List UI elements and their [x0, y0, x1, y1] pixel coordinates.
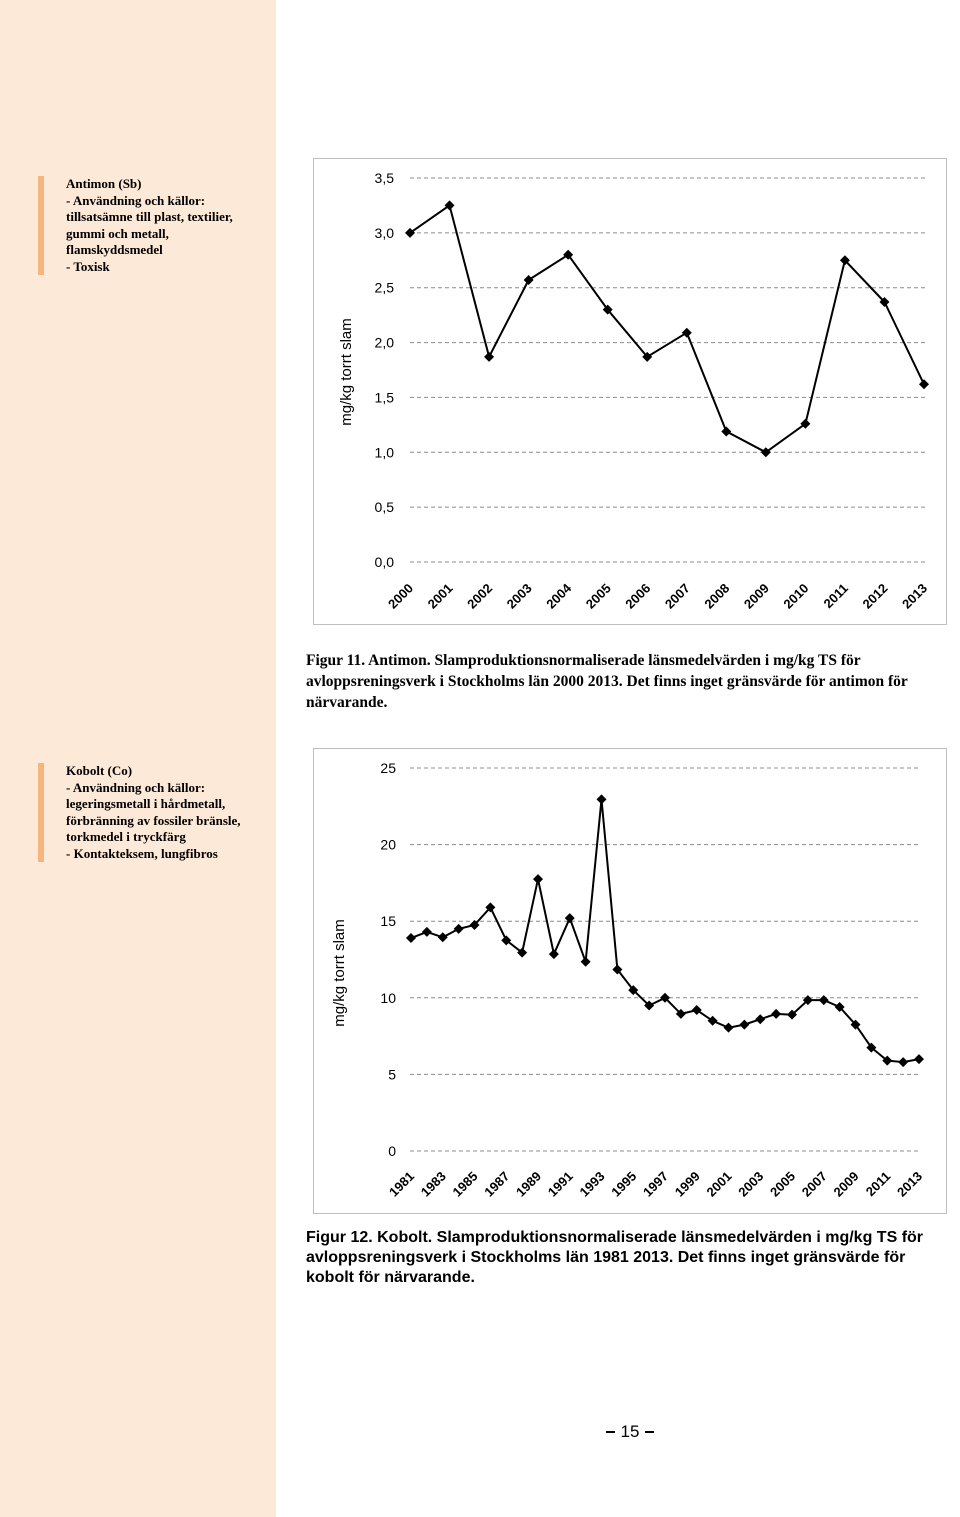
x-tick-label: 1999 [671, 1168, 703, 1200]
factbox-line: - Användning och källor: [66, 779, 206, 795]
y-tick-label: 1,0 [374, 444, 394, 461]
data-point-marker [898, 1057, 908, 1067]
y-tick-label: 3,5 [374, 170, 394, 186]
x-tick-label: 2004 [543, 580, 575, 612]
data-point-marker [422, 927, 432, 937]
factbox-line: torkmedel i tryckfärg [66, 829, 186, 844]
x-tick-label: 2007 [661, 580, 693, 612]
page-number-dash-right [645, 1431, 654, 1433]
data-point-marker [533, 874, 543, 884]
data-point-marker [771, 1009, 781, 1019]
x-tick-label: 2009 [830, 1168, 862, 1200]
chart-kobolt [313, 748, 947, 1214]
data-point-marker [454, 924, 464, 934]
x-tick-label: 2003 [503, 580, 535, 612]
x-tick-label: 2001 [703, 1168, 735, 1200]
y-axis-label: mg/kg torrt slam [338, 318, 355, 426]
data-point-marker [739, 1020, 749, 1030]
figure-11-caption: Figur 11. Antimon. Slamproduktionsnormaliserade länsmedelvärden i mg/kg TS för avloppsreningsverk i Stockholms län 2000 2013. Det finns inget gränsvärde för antimon för närvarande. [306, 652, 908, 711]
y-tick-label: 0,0 [374, 554, 394, 570]
x-tick-label: 1981 [386, 1168, 418, 1200]
data-point-marker [919, 379, 929, 389]
y-tick-label: 10 [380, 989, 396, 1006]
data-point-marker [484, 352, 494, 362]
x-tick-label: 1997 [640, 1168, 672, 1200]
y-tick-label: 3,0 [374, 224, 394, 241]
y-tick-label: 2,0 [374, 334, 394, 351]
data-point-marker [549, 949, 559, 959]
factbox-antimon [38, 176, 298, 275]
y-tick-label: 0,5 [374, 499, 394, 516]
x-tick-label: 2011 [820, 580, 852, 612]
data-point-marker [724, 1023, 734, 1033]
x-tick-label: 2012 [859, 580, 891, 612]
figure-12-caption: Figur 12. Kobolt. Slamproduktionsnormaliserade länsmedelvärden i mg/kg TS för avloppsreningsverk i Stockholms län 1981 2013. Det finns inget gränsvärde för kobolt för närvarande. [306, 1229, 924, 1286]
y-axis-label: mg/kg torrt slam [331, 919, 348, 1027]
x-tick-label: 1987 [481, 1168, 513, 1200]
factbox-line: flamskyddsmedel [66, 242, 163, 257]
x-tick-label: 1989 [513, 1168, 545, 1200]
series-line [411, 799, 919, 1062]
x-tick-label: 2000 [385, 580, 417, 612]
data-point-marker [581, 957, 591, 967]
factbox-line: Kobolt (Co) [66, 763, 133, 778]
data-point-marker [914, 1054, 924, 1064]
x-tick-label: 2005 [767, 1168, 799, 1200]
y-tick-label: 25 [380, 760, 396, 776]
factbox-kobolt [38, 763, 298, 862]
x-tick-label: 2013 [894, 1168, 926, 1200]
x-tick-label: 2006 [622, 580, 654, 612]
data-point-marker [438, 932, 448, 942]
y-tick-label: 0 [388, 1143, 396, 1159]
y-tick-label: 1,5 [374, 389, 394, 406]
x-tick-label: 1995 [608, 1168, 640, 1200]
data-point-marker [819, 995, 829, 1005]
y-tick-label: 20 [380, 836, 396, 853]
y-tick-label: 2,5 [374, 279, 394, 296]
data-point-marker [682, 328, 692, 338]
x-tick-label: 2011 [862, 1168, 894, 1200]
factbox-line: - Toxisk [66, 258, 110, 274]
data-point-marker [597, 794, 607, 804]
data-point-marker [524, 275, 534, 285]
data-point-marker [755, 1014, 765, 1024]
x-tick-label: 1985 [449, 1168, 481, 1200]
page-number-text: 15 [620, 1422, 640, 1441]
page-number-dash-left [606, 1431, 615, 1433]
factbox-line: Antimon (Sb) [66, 176, 142, 191]
x-tick-label: 2009 [740, 580, 772, 612]
x-tick-label: 2001 [424, 580, 456, 612]
x-tick-label: 2010 [780, 580, 812, 612]
x-tick-label: 2013 [899, 580, 931, 612]
x-tick-label: 2007 [798, 1168, 830, 1200]
page-number [600, 1420, 660, 1444]
factbox-line: legeringsmetall i hårdmetall, [66, 796, 226, 811]
x-tick-label: 1991 [544, 1168, 576, 1200]
series-line [410, 205, 924, 452]
x-tick-label: 1983 [417, 1168, 449, 1200]
factbox-line: - Kontakteksem, lungfibros [66, 845, 218, 861]
y-tick-label: 15 [380, 913, 396, 930]
factbox-line: - Användning och källor: [66, 192, 206, 208]
data-point-marker [406, 933, 416, 943]
x-tick-label: 1993 [576, 1168, 608, 1200]
factbox-line: förbränning av fossiler bränsle, [66, 812, 241, 828]
factbox-line: tillsatsämne till plast, textilier, [66, 209, 233, 224]
x-tick-label: 2002 [464, 580, 496, 612]
chart-kobolt-svg [314, 749, 946, 1213]
data-point-marker [721, 426, 731, 436]
x-tick-label: 2008 [701, 580, 733, 612]
chart-antimon [313, 158, 947, 625]
factbox-line: gummi och metall, [66, 225, 169, 241]
y-tick-label: 5 [388, 1066, 396, 1083]
x-tick-label: 2005 [582, 580, 614, 612]
chart-antimon-svg [314, 159, 946, 624]
x-tick-label: 2003 [735, 1168, 767, 1200]
